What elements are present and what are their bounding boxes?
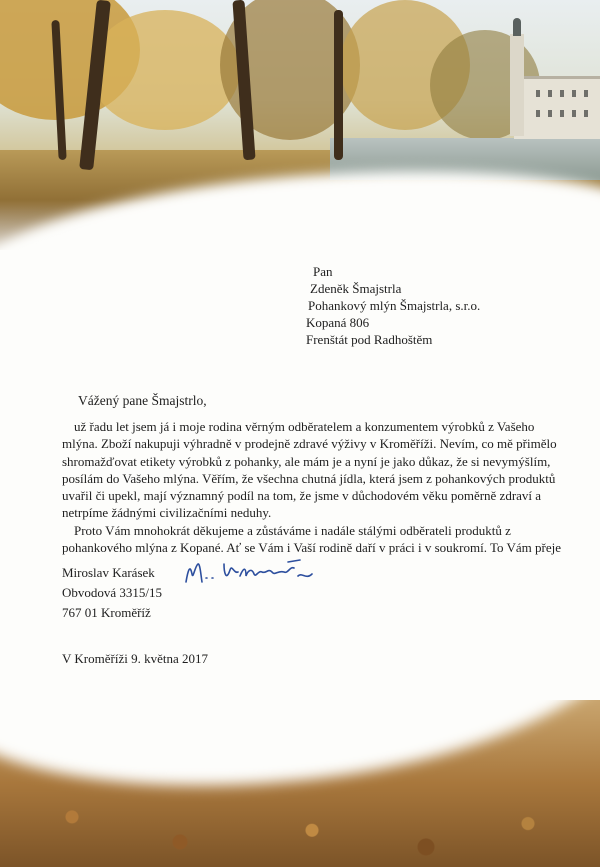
sender-street: Obvodová 3315/15 <box>62 585 163 600</box>
sender-city: 767 01 Kroměříž <box>62 605 151 620</box>
recipient-name: Zdeněk Šmajstrla <box>310 281 402 296</box>
letter-text <box>62 418 562 556</box>
sender-name: Miroslav Karásek <box>62 565 155 580</box>
handwritten-signature <box>180 552 330 592</box>
salutation: Vážený pane Šmajstrlo, <box>78 393 207 408</box>
recipient-street: Kopaná 806 <box>306 315 370 330</box>
recipient-city: Frenštát pod Radhoštěm <box>306 332 433 347</box>
date-line: V Kroměříži 9. května 2017 <box>62 651 208 666</box>
paragraph-1: už řadu let jsem já i moje rodina věrným odběratelem a konzumentem výrobků z Vašeho mlýna. Zboží nakupuji výhradně v prodejně zdravé výživy v Kroměříži. Nevím, co mě přimělo shromažďovat etikety výrobků z pohanky, ale mám je a nyní je jako důkaz, že si nevymýšlím, posílám do Vašeho mlýna. Věřím, že všechna chutná jídla, která jsem z pohankových produktů uvařil či upekl, mají významný podíl na tom, že jsme v důchodovém věku poměrně zdraví a netrpíme žádnými civilizačními neduhy. <box>62 419 557 521</box>
paragraph-2: Proto Vám mnohokrát děkujeme a zůstáváme i nadále stálými odběrateli produktů z pohankového mlýna z Kopané. Ať se Vám i Vaší rodině daří v práci i v soukromí. To Vám přeje <box>62 522 562 556</box>
recipient-title: Pan <box>313 264 333 279</box>
recipient-company: Pohankový mlýn Šmajstrla, s.r.o. <box>308 298 481 313</box>
